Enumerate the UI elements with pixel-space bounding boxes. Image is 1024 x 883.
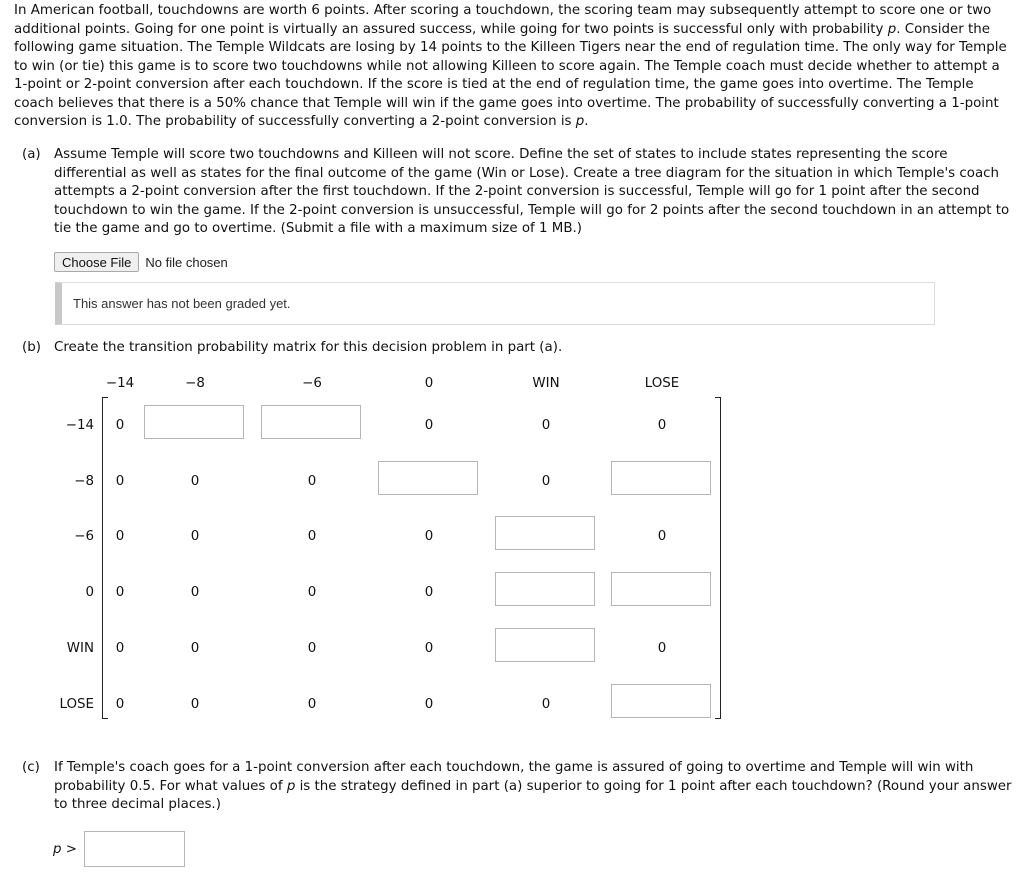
part-a-text: Assume Temple will score two touchdowns and Killeen will not score. Define the set of states to include states representing the score differential as well as states for the final outcome of the game (Win or Lose). Create a tree diagram for the situation in which Temple's coach attempts a 2-point conversion after the first touchdown. If the 2-point conversion is successful, Temple will go for 1 point after the second touchdown to win the game. If the 2-point conversion is unsuccessful, Temple will go for 2 points after the second touchdown in an attempt to tie the game and go to overtime. (Submit a file with a maximum size of 1 MB.) <box>54 147 1010 236</box>
matrix-column-header: LOSE <box>644 376 680 391</box>
matrix-row-label: WIN <box>66 641 94 656</box>
matrix-input-cell[interactable] <box>495 628 595 662</box>
matrix-cell-value: 0 <box>115 641 125 656</box>
matrix-cell-value: 0 <box>541 474 551 489</box>
matrix-input-cell[interactable] <box>144 405 244 439</box>
matrix-cell-value: 0 <box>541 418 551 433</box>
file-status: No file chosen <box>145 254 228 270</box>
part-b <box>22 339 1022 358</box>
problem-intro: In American football, touchdowns are worth 6 points. After scoring a touchdown, the scoring team may subsequently attempt to score one or two additional points. Going for one point is virtually an assured success, while going for two points is successful only with probability p. Consider the following game situation. The Temple Wildcats are losing by 14 points to the Killeen Tigers near the end of regulation time. The only way for Temple to win (or tie) this game is to score two touchdowns while not allowing Killeen to score again. The Temple coach must decide whether to attempt a 1-point or 2-point conversion after each touchdown. If the score is tied at the end of regulation time, the game goes into overtime. The Temple coach believes that there is a 50% chance that Temple will win if the game goes into overtime. The probability of successfully converting a 1-point conversion is 1.0. The probability of successfully converting a 2-point conversion is p. <box>14 3 1007 129</box>
matrix-cell-value: 0 <box>541 697 551 712</box>
matrix-cell-value: 0 <box>657 529 667 544</box>
matrix-cell-value: 0 <box>307 529 317 544</box>
matrix-row-label: −6 <box>74 529 94 544</box>
matrix-row-label: −8 <box>74 474 94 489</box>
matrix-input-cell[interactable] <box>611 684 711 718</box>
matrix-row-label: −14 <box>65 418 94 433</box>
matrix-column-header: −6 <box>302 376 322 391</box>
matrix-cell-value: 0 <box>190 697 200 712</box>
matrix-column-header: 0 <box>424 376 434 391</box>
matrix-input-cell[interactable] <box>261 405 361 439</box>
matrix-column-header: −8 <box>185 376 205 391</box>
matrix-cell-value: 0 <box>307 641 317 656</box>
matrix-input-cell[interactable] <box>611 461 711 495</box>
matrix-right-bracket <box>715 397 721 719</box>
matrix-row-label: LOSE <box>59 697 94 712</box>
choose-file-button[interactable]: Choose File <box>54 252 139 272</box>
matrix-input-cell[interactable] <box>611 572 711 606</box>
matrix-cell-value: 0 <box>307 585 317 600</box>
matrix-cell-value: 0 <box>307 474 317 489</box>
matrix-cell-value: 0 <box>115 474 125 489</box>
p-answer-label: p > <box>53 842 77 857</box>
p-answer-input[interactable] <box>84 831 185 867</box>
matrix-cell-value: 0 <box>190 474 200 489</box>
matrix-cell-value: 0 <box>657 641 667 656</box>
matrix-left-bracket <box>102 397 108 719</box>
matrix-cell-value: 0 <box>190 641 200 656</box>
file-upload <box>54 251 228 273</box>
matrix-cell-value: 0 <box>424 418 434 433</box>
matrix-cell-value: 0 <box>115 697 125 712</box>
part-b-text: Create the transition probability matrix for this decision problem in part (a). <box>54 340 563 355</box>
matrix-input-cell[interactable] <box>495 572 595 606</box>
matrix-cell-value: 0 <box>424 585 434 600</box>
matrix-column-header: WIN <box>532 376 560 391</box>
part-c-text: If Temple's coach goes for a 1-point conversion after each touchdown, the game is assured of going to overtime and Temple will win with probability 0.5. For what values of p is the strategy defined in part (a) superior to going for 1 point after each touchdown? (Round your answer to three decimal places.) <box>54 760 1012 812</box>
matrix-cell-value: 0 <box>307 697 317 712</box>
part-b-label: (b) <box>22 340 41 355</box>
matrix-cell-value: 0 <box>190 529 200 544</box>
part-c <box>22 759 1022 815</box>
matrix-cell-value: 0 <box>424 697 434 712</box>
matrix-cell-value: 0 <box>424 529 434 544</box>
matrix-input-cell[interactable] <box>495 516 595 550</box>
part-c-label: (c) <box>22 760 40 775</box>
matrix-column-header: −14 <box>105 376 135 391</box>
matrix-cell-value: 0 <box>115 585 125 600</box>
grade-status-text: This answer has not been graded yet. <box>73 296 291 311</box>
matrix-cell-value: 0 <box>424 641 434 656</box>
grade-status-box <box>55 282 935 325</box>
part-a-label: (a) <box>22 147 41 162</box>
matrix-row-label: 0 <box>85 585 94 600</box>
matrix-cell-value: 0 <box>115 529 125 544</box>
matrix-input-cell[interactable] <box>378 461 478 495</box>
part-a <box>22 146 1022 239</box>
matrix-cell-value: 0 <box>657 418 667 433</box>
matrix-cell-value: 0 <box>190 585 200 600</box>
matrix-cell-value: 0 <box>115 418 125 433</box>
